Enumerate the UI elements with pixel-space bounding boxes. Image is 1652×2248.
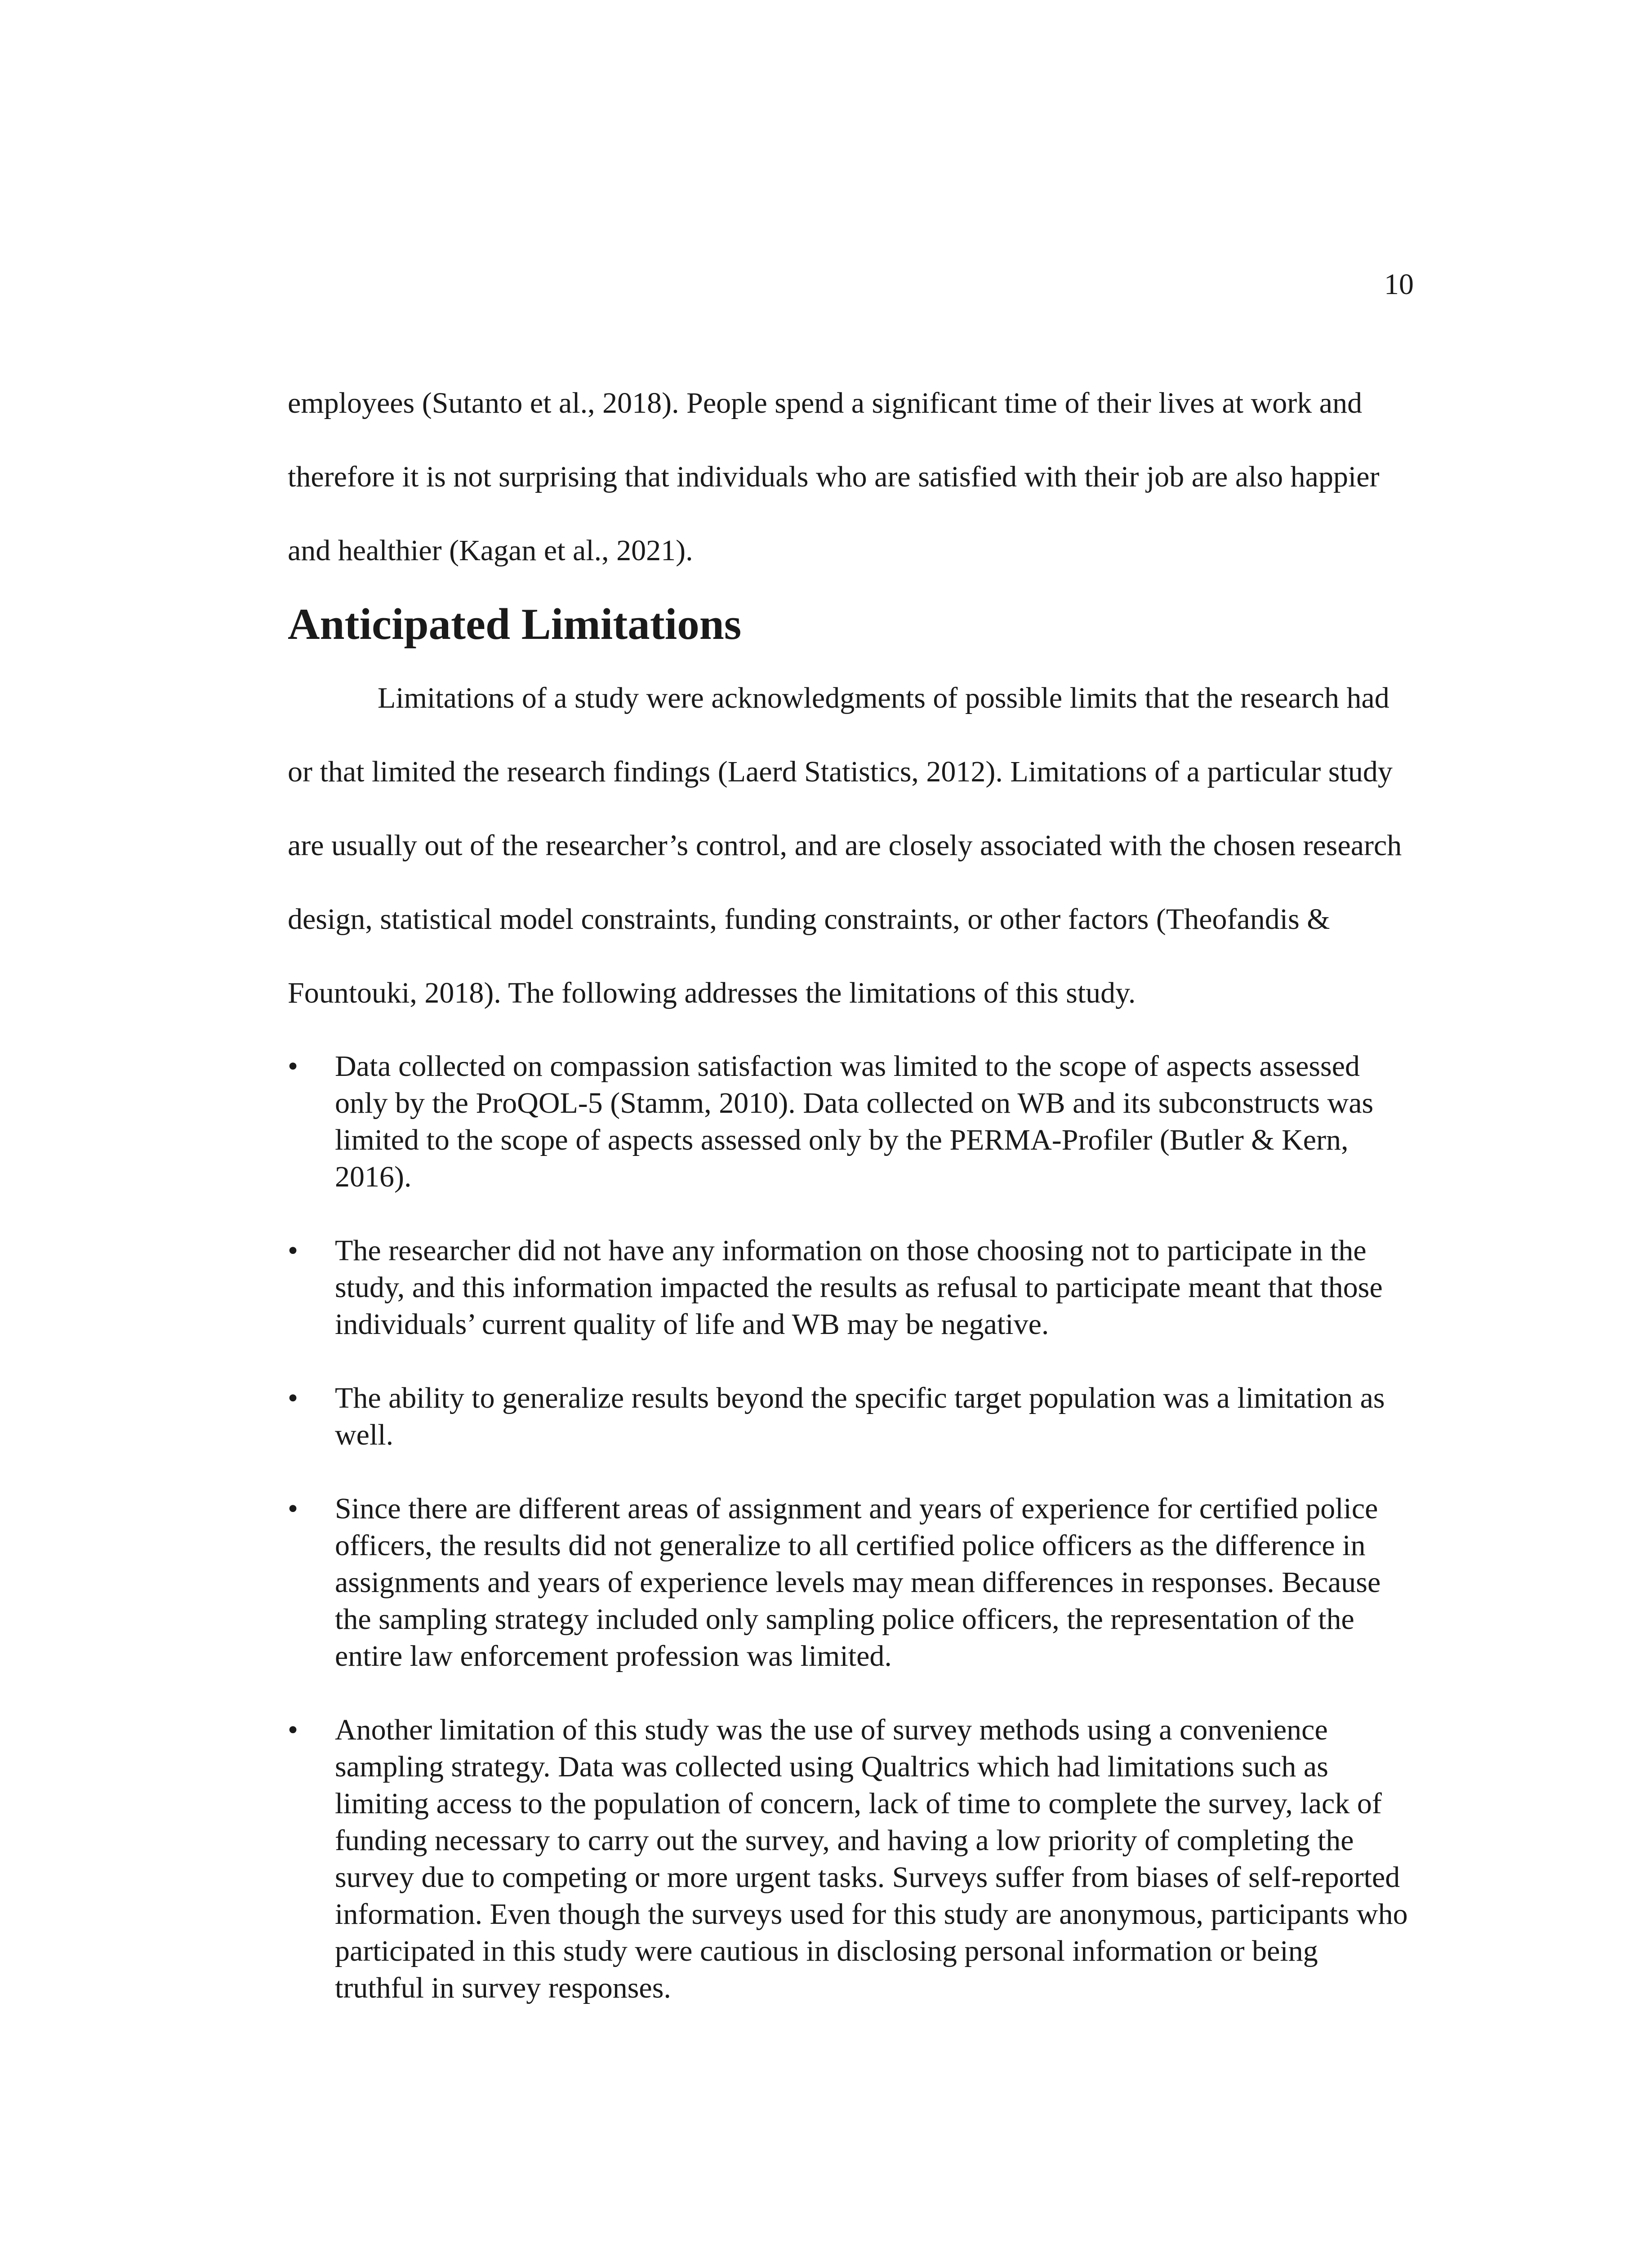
list-item (288, 1048, 1412, 1195)
list-item-text: Data collected on compassion satisfaction was limited to the scope of aspects assessed only by the ProQOL-5 (Stamm, 2010). Data collected on WB and its subconstructs was limited to the scope of aspects assessed only by the PERMA-Profiler (Butler & Kern, 2016). (335, 1050, 1374, 1193)
list-item-text: Since there are different areas of assignment and years of experience for certified police officers, the results did not generalize to all certified police officers as the difference in assignments and years of experience levels may mean differences in responses. Because the sampling strategy included only sampling police officers, the representation of the entire law enforcement profession was limited. (335, 1492, 1381, 1673)
list-item-text: Another limitation of this study was the use of survey methods using a convenience sampling strategy. Data was collected using Qualtrics which had limitations such as limiting access to the population of concern, lack of time to complete the survey, lack of funding necessary to carry out the survey, and having a low priority of completing the survey due to competing or more urgent tasks. Surveys suffer from biases of self-reported information. Even though the surveys used for this study are anonymous, participants who participated in this study were cautious in disclosing personal information or being truthful in survey responses. (335, 1713, 1408, 2004)
bullet-icon: • (288, 1234, 298, 1267)
list-item-text: The researcher did not have any information on those choosing not to participate in the study, and this information impacted the results as refusal to participate meant that those individuals’ current quality of life and WB may be negative. (335, 1234, 1383, 1341)
bullet-icon: • (288, 1382, 298, 1414)
paragraph-limitations: Limitations of a study were acknowledgments of possible limits that the research had or that limited the research findings (Laerd Statistics, 2012). Limitations of a particular study are usually out of the researcher’s control, and are closely associated with the chosen research design, statistical model constraints, funding constraints, or other factors (Theofandis & Fountouki, 2018). The following addresses the limitations of this study. (288, 682, 1402, 1009)
bullet-icon: • (288, 1492, 298, 1525)
page-number: 10 (1384, 268, 1414, 301)
bullet-icon: • (288, 1050, 298, 1083)
list-item-text: The ability to generalize results beyond the specific target population was a limitation as well. (335, 1382, 1385, 1451)
limitations-list (288, 1048, 1412, 2007)
list-item (288, 1232, 1412, 1343)
document-body (288, 366, 1412, 2043)
list-item (288, 1490, 1412, 1675)
list-item (288, 1712, 1412, 2007)
paragraph-continued: employees (Sutanto et al., 2018). People spend a significant time of their lives at work and therefore it is not surprising that individuals who are satisfied with their job are also happier and healthier (Kagan et al., 2021). (288, 387, 1380, 567)
section-heading: Anticipated Limitations (288, 600, 742, 649)
bullet-icon: • (288, 1713, 298, 1746)
list-item (288, 1380, 1412, 1454)
